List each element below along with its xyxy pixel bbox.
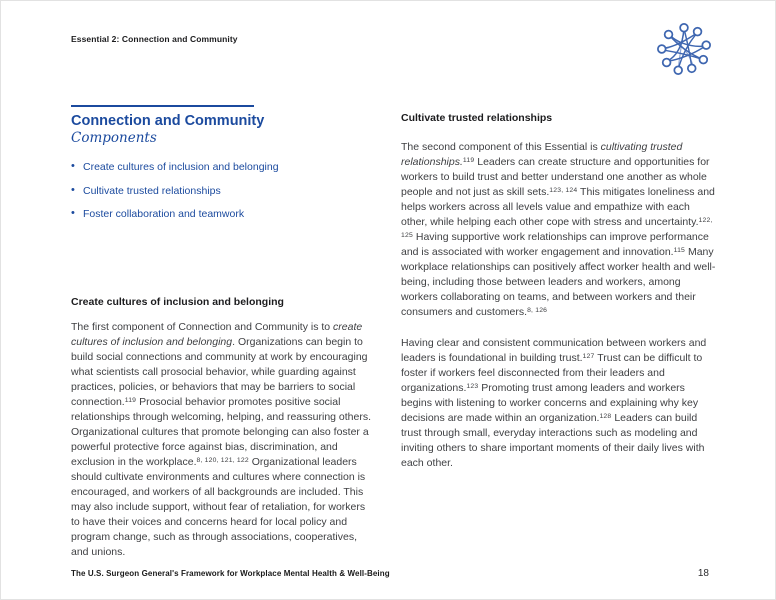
left-column (71, 105, 373, 560)
list-item (71, 162, 373, 173)
left-section-heading: Create cultures of inclusion and belonging (71, 296, 284, 308)
footer-title: The U.S. Surgeon General's Framework for Workplace Mental Health & Well-Being (71, 569, 390, 578)
right-paragraph-1: The second component of this Essential is cultivating trusted relationships.$^{119}$ Leaders can create structure and opportunities for workers to build trust and better understand one another as whole people and not just as skill sets.$^{123, 124}$ This mitigates loneliness and helps workers across all levels value and empathize with each other, while helping each other cope with stress and uncertainty.$^{122, 125}$ Having supportive work relationships can improve performance and is associated with worker engagement and innovation.$^{115}$ Many workplace relationships can positively affect worker health and well-being, including those between leaders and workers, among workers collaborating on teams, and between workers and their consumers and customers.$^{8, 126}$ (401, 141, 716, 318)
list-item-label: Foster collaboration and teamwork (83, 208, 245, 220)
list-item (71, 183, 373, 197)
list-item-label: Create cultures of inclusion and belonging (83, 161, 279, 173)
list-item (71, 209, 373, 220)
section-title: Connection and Community (71, 113, 265, 129)
bullet-icon: • (71, 183, 75, 196)
components-subtitle: Components (71, 130, 157, 146)
network-logo-icon (655, 19, 713, 79)
bullet-icon: • (71, 207, 75, 219)
bullet-icon: • (71, 160, 75, 172)
page-footer (71, 568, 709, 579)
page-number: 18 (697, 568, 709, 579)
right-paragraph-2: Having clear and consistent communication between workers and leaders is foundational in building trust.$^{127}$ Trust can be difficult to foster if workers feel disconnected from their leaders and organizations.$^{123}$ Promoting trust among leaders and workers begins with listening to worker concerns and explaining why key decisions are made within an organization.$^{128}$ Leaders can build trust through small, everyday interactions such as modeling and inviting others to share important moments of their daily lives with each other. (401, 337, 707, 469)
right-section-heading: Cultivate trusted relationships (401, 112, 553, 124)
components-list (71, 162, 373, 220)
page-eyebrow: Essential 2: Connection and Community (71, 34, 238, 44)
title-rule (71, 105, 254, 107)
list-item-label: Cultivate trusted relationships (83, 184, 221, 197)
right-column (401, 112, 716, 471)
left-paragraph: The first component of Connection and Community is to create cultures of inclusion and belonging. Organizations can begin to build social connections and community at work by encouraging what scientists call prosocial behavior, while guarding against practices, policies, or behaviors that may be barriers to social connection.$^{119}$ Prosocial behavior promotes positive social relationships through welcoming, helping, and reassuring others. Organizational cultures that promote belonging can also foster a powerful protective force against bias, discrimination, and exclusion in the workplace.$^{8, 120, 121, 122}$ Organizational leaders should cultivate environments and cultures where connection is encouraged, and workers of all backgrounds are included. This may also include support, without fear of retaliation, for workers to have their voices and concerns heard for local policy and program change, such as through associations, cooperatives, and unions. (71, 321, 372, 558)
